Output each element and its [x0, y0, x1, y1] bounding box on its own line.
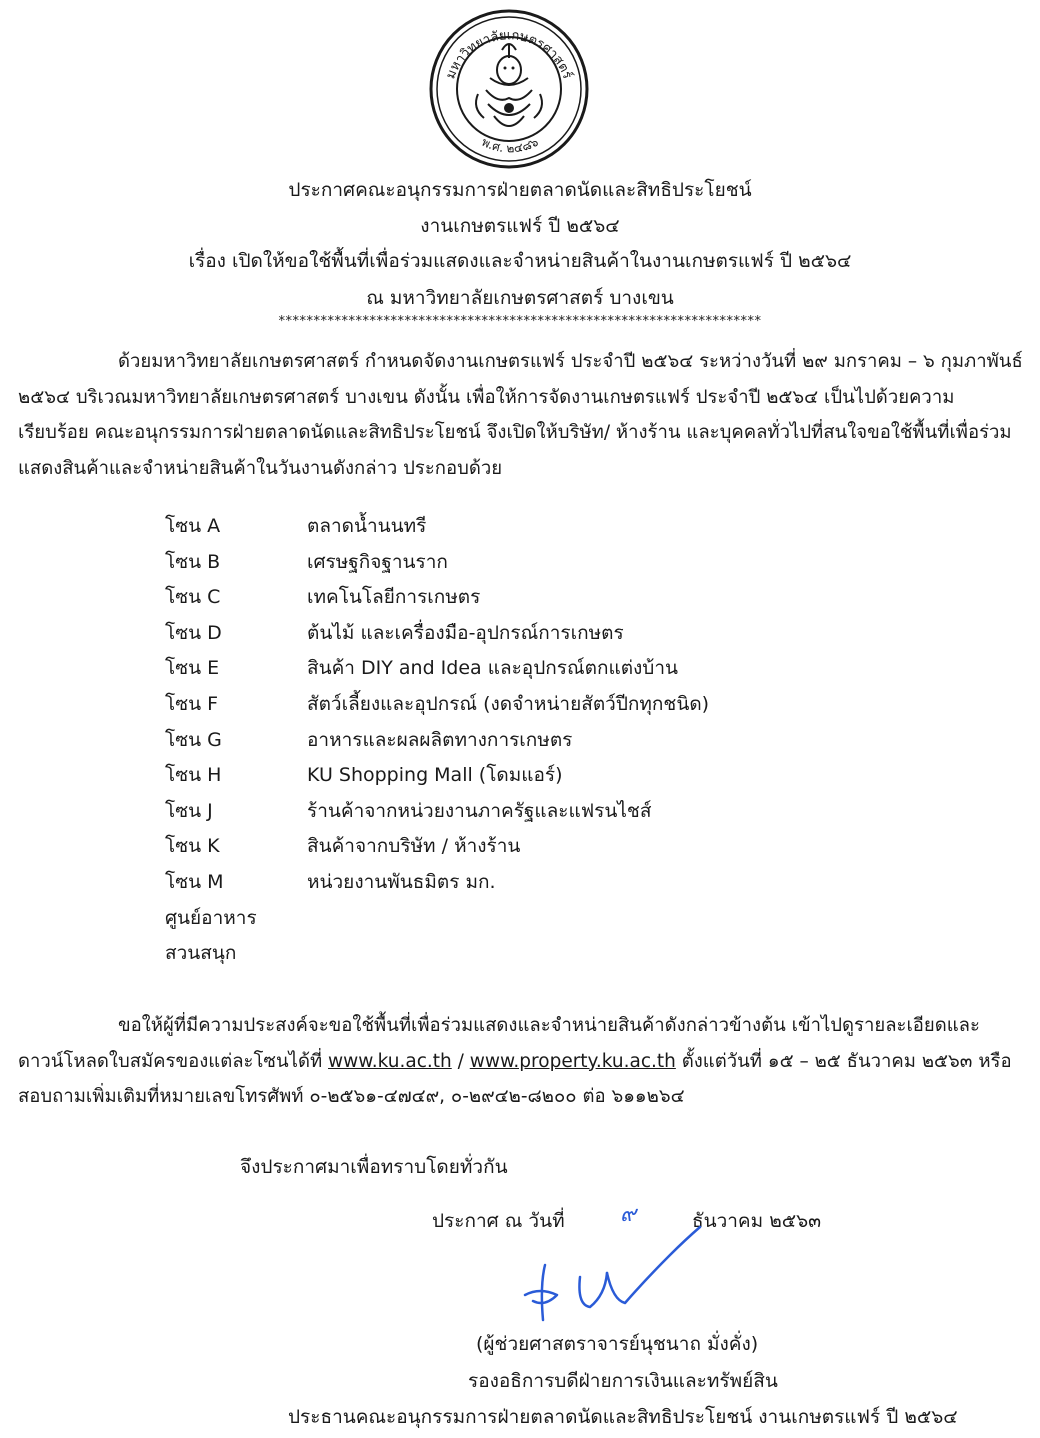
handwritten-day: ๙	[620, 1202, 637, 1227]
location-line: ณ มหาวิทยาลัยเกษตรศาสตร์ บางเขน	[366, 287, 674, 309]
list-item	[165, 829, 709, 865]
list-item	[165, 616, 709, 652]
list-item	[165, 901, 709, 937]
announcement-title: ประกาศคณะอนุกรรมการฝ่ายตลาดนัดและสิทธิประโยชน์	[288, 179, 752, 201]
application-paragraph	[18, 1008, 1023, 1115]
zone-code: โซน A	[165, 515, 221, 537]
zone-name: สินค้า DIY and Idea และอุปกรณ์ตกแต่งบ้าน	[307, 657, 679, 680]
ku-website-link[interactable]: www.ku.ac.th	[328, 1050, 452, 1072]
zone-name: สินค้าจากบริษัท / ห้างร้าน	[307, 835, 521, 858]
zone-name: ต้นไม้ และเครื่องมือ-อุปกรณ์การเกษตร	[307, 621, 624, 644]
handwritten-signature	[495, 1225, 715, 1325]
list-item	[165, 723, 709, 759]
zone-code: โซน J	[165, 799, 213, 822]
list-item	[165, 580, 709, 616]
zone-code: ศูนย์อาหาร	[165, 906, 257, 929]
list-item	[165, 936, 709, 972]
signatory-position: รองอธิการบดีฝ่ายการเงินและทรัพย์สิน	[468, 1370, 778, 1392]
announcement-month-year: ธันวาคม ๒๕๖๓	[692, 1210, 822, 1232]
zone-code: โซน C	[165, 586, 221, 609]
zone-code: โซน E	[165, 657, 220, 680]
zone-name: KU Shopping Mall (โดมแอร์)	[307, 764, 563, 787]
list-item	[165, 545, 709, 581]
closing-line: จึงประกาศมาเพื่อทราบโดยทั่วกัน	[240, 1156, 508, 1178]
zone-code: โซน F	[165, 692, 219, 715]
zone-name: ร้านค้าจากหน่วยงานภาครัฐและแฟรนไชส์	[307, 799, 652, 822]
zone-name: หน่วยงานพันธมิตร มก.	[307, 870, 496, 893]
intro-paragraph: ด้วยมหาวิทยาลัยเกษตรศาสตร์ กำหนดจัดงานเกษตรแฟร์ ประจำปี ๒๕๖๔ ระหว่างวันที่ ๒๙ มกราคม – ๖ กุมภาพันธ์ ๒๕๖๔ บริเวณมหาวิทยาลัยเกษตรศาสตร์ บางเขน ดังนั้น เพื่อให้การจัดงานเกษตรแฟร์ ประจำปี ๒๕๖๔ เป็นไปด้วยความเรียบร้อย คณะอนุกรรมการฝ่ายตลาดนัดและสิทธิประโยชน์ จึงเปิดให้บริษัท/ ห้างร้าน และบุคคลทั่วไปที่สนใจขอใช้พื้นที่เพื่อร่วมแสดงสินค้าและจำหน่ายสินค้าในวันงานดังกล่าว ประกอบด้วย	[18, 351, 1023, 479]
application-contact-text: ตั้งแต่วันที่ ๑๕ – ๒๕ ธันวาคม ๒๕๖๓ หรือสอบถามเพิ่มเติมที่หมายเลขโทรศัพท์ ๐-๒๕๖๑-๔๗๔๙, ๐-๒๙๔๒-๘๒๐๐ ต่อ ๖๑๑๒๖๔	[18, 1050, 1012, 1107]
property-website-link[interactable]: www.property.ku.ac.th	[469, 1050, 676, 1072]
zone-code: โซน H	[165, 764, 222, 787]
event-title: งานเกษตรแฟร์ ปี ๒๕๖๔	[420, 215, 620, 237]
list-item	[165, 651, 709, 687]
zone-code: โซน K	[165, 835, 220, 858]
zone-name: อาหารและผลผลิตทางการเกษตร	[307, 728, 573, 751]
subject-line: เรื่อง เปิดให้ขอใช้พื้นที่เพื่อร่วมแสดงและจำหน่ายสินค้าในงานเกษตรแฟร์ ปี ๒๕๖๔	[188, 250, 852, 272]
zone-list	[165, 509, 709, 972]
list-item	[165, 687, 709, 723]
zone-name: สัตว์เลี้ยงและอุปกรณ์ (งดจำหน่ายสัตว์ปีกทุกชนิด)	[307, 692, 710, 715]
zone-name: เศรษฐกิจฐานราก	[307, 550, 448, 573]
announcement-date-label: ประกาศ ณ วันที่	[432, 1210, 565, 1232]
svg-text:มหาวิทยาลัยเกษตรศาสตร์: มหาวิทยาลัยเกษตรศาสตร์	[443, 28, 575, 82]
link-separator: /	[451, 1050, 470, 1072]
signatory-committee-role: ประธานคณะอนุกรรมการฝ่ายตลาดนัดและสิทธิประโยชน์ งานเกษตรแฟร์ ปี ๒๕๖๔	[288, 1406, 958, 1428]
zone-name: เทคโนโลยีการเกษตร	[307, 586, 481, 609]
svg-text:พ.ศ. ๒๔๘๖: พ.ศ. ๒๔๘๖	[479, 134, 541, 156]
zone-code: โซน D	[165, 621, 222, 644]
list-item	[165, 865, 709, 901]
list-item	[165, 758, 709, 794]
separator-line: *********************************************************************	[278, 314, 762, 329]
zone-code: โซน M	[165, 870, 224, 893]
list-item	[165, 509, 709, 545]
zone-code: สวนสนุก	[165, 942, 237, 965]
university-seal-logo	[428, 8, 590, 170]
signatory-name: (ผู้ช่วยศาสตราจารย์นุชนาถ มั่งคั่ง)	[476, 1333, 759, 1355]
zone-name: ตลาดน้ำนนทรี	[307, 515, 427, 537]
zone-code: โซน G	[165, 728, 222, 751]
application-text: ขอให้ผู้ที่มีความประสงค์จะขอใช้พื้นที่เพื่อร่วมแสดงและจำหน่ายสินค้าดังกล่าวข้างต้น เข้าไปดูรายละเอียดและดาวน์โหลดใบสมัครของแต่ละโซนได้ที่	[18, 1015, 980, 1072]
zone-code: โซน B	[165, 550, 221, 573]
list-item	[165, 794, 709, 830]
